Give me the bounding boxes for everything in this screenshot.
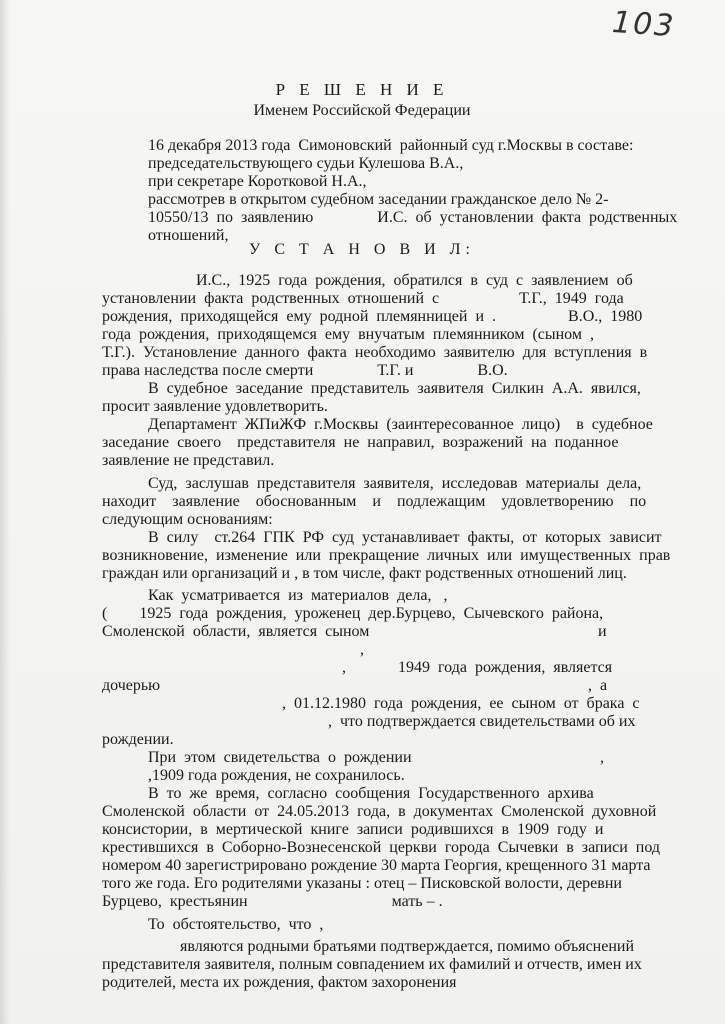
body-line: Смоленской области от 24.05.2013 года, в документах Смоленской духовной xyxy=(102,803,657,820)
body-line: , 01.12.1980 года рождения, ее сыном от брака с xyxy=(282,695,640,712)
body-line: крестившихся в Соборно-Вознесенской церкви города Сычевки в записи под xyxy=(102,839,661,856)
body-line: права наследства после смерти Т.Г. и В.О. xyxy=(102,362,508,379)
body-line: Суд, заслушав представителя заявителя, исследовав материалы дела, xyxy=(148,475,642,492)
intro-line: рассмотрев в открытом судебном заседании гражданское дело № 2- xyxy=(148,191,609,208)
intro-line: отношений, xyxy=(148,227,229,244)
body-line: следующим основаниям: xyxy=(102,511,273,528)
body-line: Бурцево, крестьянин мать – . xyxy=(102,893,443,910)
body-line: , что подтверждается свидетельствами об их xyxy=(328,713,636,730)
body-line: , а xyxy=(588,677,608,694)
body-line: заявление не представил. xyxy=(102,452,275,469)
body-line: номером 40 зарегистрировано рождение 30 марта Георгия, крещенного 31 марта xyxy=(102,857,651,874)
section-heading: У С Т А Н О В И Л: xyxy=(249,241,475,258)
body-line: рождении. xyxy=(102,731,174,748)
body-line: ( 1925 года рождения, уроженец дер.Бурцево, Сычевского района, xyxy=(102,605,604,622)
body-line: представителя заявителя, полным совпадением их фамилий и отчеств, имен их xyxy=(102,956,642,973)
body-line: , xyxy=(360,641,364,658)
body-line: возникновение, изменение или прекращение личных или имущественных прав xyxy=(102,547,671,564)
body-line: того же года. Его родителями указаны : отец – Писковской волости, деревни xyxy=(102,875,622,892)
body-line: При этом свидетельства о рождении xyxy=(148,749,412,766)
body-line: просит заявление удовлетворить. xyxy=(102,398,328,415)
body-line: ,1909 года рождения, не сохранилось. xyxy=(148,767,405,784)
intro-line: 16 декабря 2013 года Симоновский районный суд г.Москвы в составе: xyxy=(148,137,634,154)
body-line: находит заявление обоснованным и подлежащим удовлетворению по xyxy=(102,493,647,510)
intro-line: 10550/13 по заявлению И.С. об установлении факта родственных xyxy=(148,209,678,226)
body-line: В то же время, согласно сообщения Государственного архива xyxy=(148,785,594,802)
body-line: В силу ст.264 ГПК РФ суд устанавливает факты, от которых зависит xyxy=(148,529,662,546)
body-line: Смоленской области, является сыном xyxy=(102,623,370,640)
body-line: заседание своего представителя не направил, возражений на поданное xyxy=(102,434,619,451)
body-line: рождения, приходящейся ему родной племянницей и . В.О., 1980 xyxy=(102,308,643,325)
body-line: дочерью xyxy=(102,677,161,694)
body-line: Т.Г.). Установление данного факта необходимо заявителю для вступления в xyxy=(102,344,648,361)
body-line: года рождения, приходящемся ему внучатым племянником (сыном , xyxy=(102,326,594,343)
document-subtitle: Именем Российской Федерации xyxy=(253,102,471,119)
intro-line: председательствующего судьи Кулешова В.А., xyxy=(148,155,464,172)
body-line: В судебное заседание представитель заявителя Силкин А.А. явился, xyxy=(148,380,641,397)
body-line: Департамент ЖПиЖФ г.Москвы (заинтересованное лицо) в судебное xyxy=(148,416,653,433)
body-line: , xyxy=(600,749,604,766)
body-line: родителей, места их рождения, фактом захоронения xyxy=(102,974,457,991)
body-line: являются родными братьями подтверждается, помимо объяснений xyxy=(180,938,635,955)
body-line: и xyxy=(598,623,607,640)
intro-line: при секретаре Коротковой Н.А., xyxy=(148,173,367,190)
scan-edge xyxy=(0,0,10,1024)
body-line: , 1949 года рождения, является xyxy=(342,659,613,676)
body-line: консистории, в мертической книге записи родившихся в 1909 году и xyxy=(102,821,604,838)
body-line: установлении факта родственных отношений с Т.Г., 1949 года xyxy=(102,290,624,307)
body-line: Как усматривается из материалов дела, , xyxy=(148,587,448,604)
body-line: То обстоятельство, что , xyxy=(148,916,324,933)
handwritten-page-number: 103 xyxy=(610,4,677,45)
document-title: Р Е Ш Е Н И Е xyxy=(275,80,449,99)
body-line: граждан или организаций и , в том числе, факт родственных отношений лиц. xyxy=(102,565,627,582)
body-line: И.С., 1925 года рождения, обратился в суд с заявлением об xyxy=(196,272,633,289)
